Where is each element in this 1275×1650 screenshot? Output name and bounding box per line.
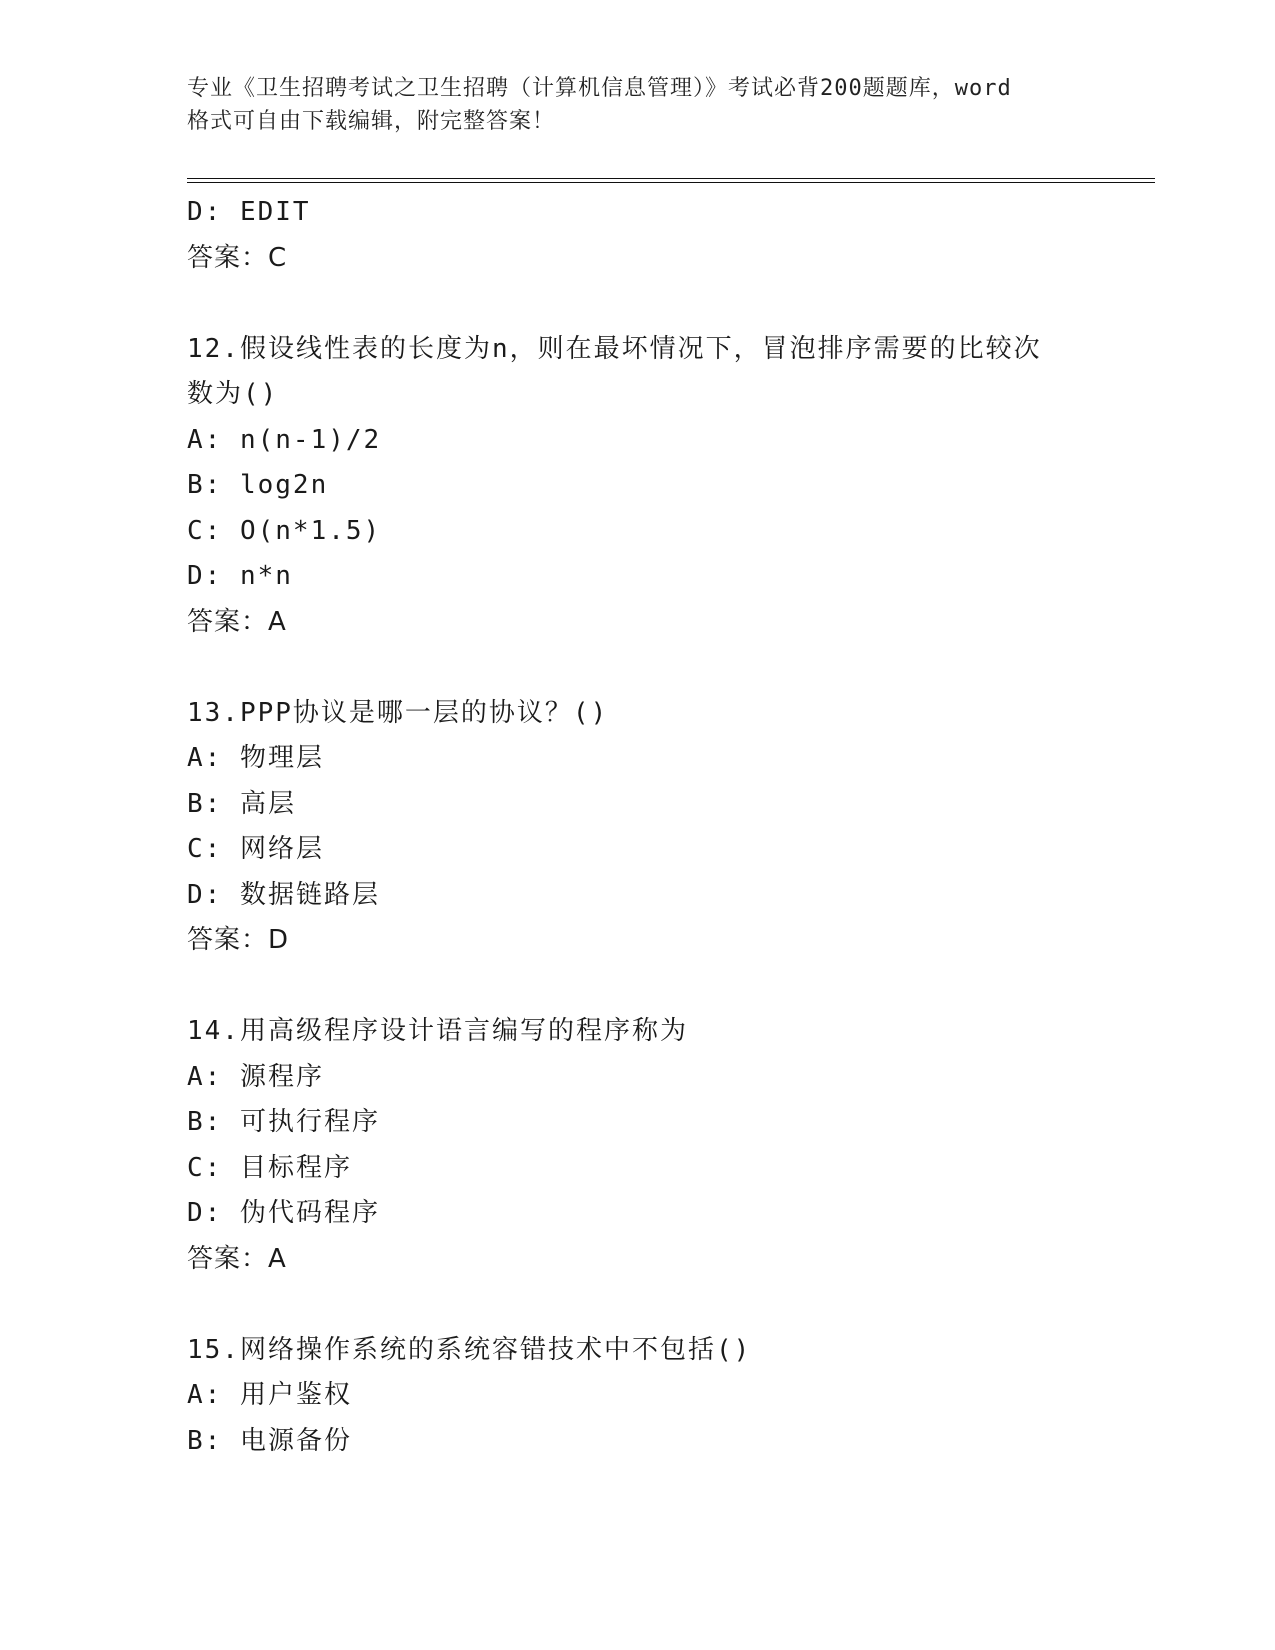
question-list	[187, 190, 1155, 1464]
spacer	[187, 645, 1155, 691]
option-d: D: 伪代码程序	[187, 1198, 380, 1228]
question-14	[187, 1009, 1155, 1282]
document-page	[187, 0, 1155, 1650]
option-a: A: 源程序	[187, 1061, 324, 1092]
spacer	[187, 281, 1155, 327]
question-title: 15.网络操作系统的系统容错技术中不包括()	[187, 1334, 752, 1365]
spacer	[187, 964, 1155, 1010]
option-d: D: 数据链路层	[187, 879, 380, 910]
question-title: 14.用高级程序设计语言编写的程序称为	[187, 1016, 688, 1046]
prev-option-d: D: EDIT	[187, 197, 311, 227]
option-a: A: n(n-1)/2	[187, 424, 382, 455]
option-b: B: log2n	[187, 470, 329, 500]
answer: 答案：A	[187, 1243, 287, 1274]
question-title: 13.PPP协议是哪一层的协议？()	[187, 697, 609, 728]
option-c: C: 网络层	[187, 834, 324, 864]
option-a: A: 物理层	[187, 743, 324, 773]
option-b: B: 电源备份	[187, 1425, 352, 1456]
question-15	[187, 1328, 1155, 1465]
header-divider	[187, 178, 1155, 183]
question-12	[187, 327, 1155, 646]
question-title: 12.假设线性表的长度为n，则在最坏情况下，冒泡排序需要的比较次	[187, 333, 1042, 364]
question-title-cont: 数为()	[187, 379, 279, 409]
answer: 答案：D	[187, 925, 290, 955]
spacer	[187, 1282, 1155, 1328]
option-d: D: n*n	[187, 561, 293, 591]
option-c: C: O(n*1.5)	[187, 515, 382, 546]
question-13	[187, 691, 1155, 964]
header-title-line-2: 格式可自由下载编辑，附完整答案！	[187, 109, 556, 134]
prev-answer: 答案：C	[187, 242, 288, 273]
option-a: A: 用户鉴权	[187, 1380, 352, 1410]
answer: 答案：A	[187, 606, 287, 637]
option-b: B: 可执行程序	[187, 1107, 380, 1137]
header-title-line-1: 专业《卫生招聘考试之卫生招聘（计算机信息管理）》考试必背200题题库，word	[187, 76, 1012, 101]
document-header	[187, 72, 1087, 138]
option-c: C: 目标程序	[187, 1152, 352, 1183]
option-b: B: 高层	[187, 788, 296, 819]
